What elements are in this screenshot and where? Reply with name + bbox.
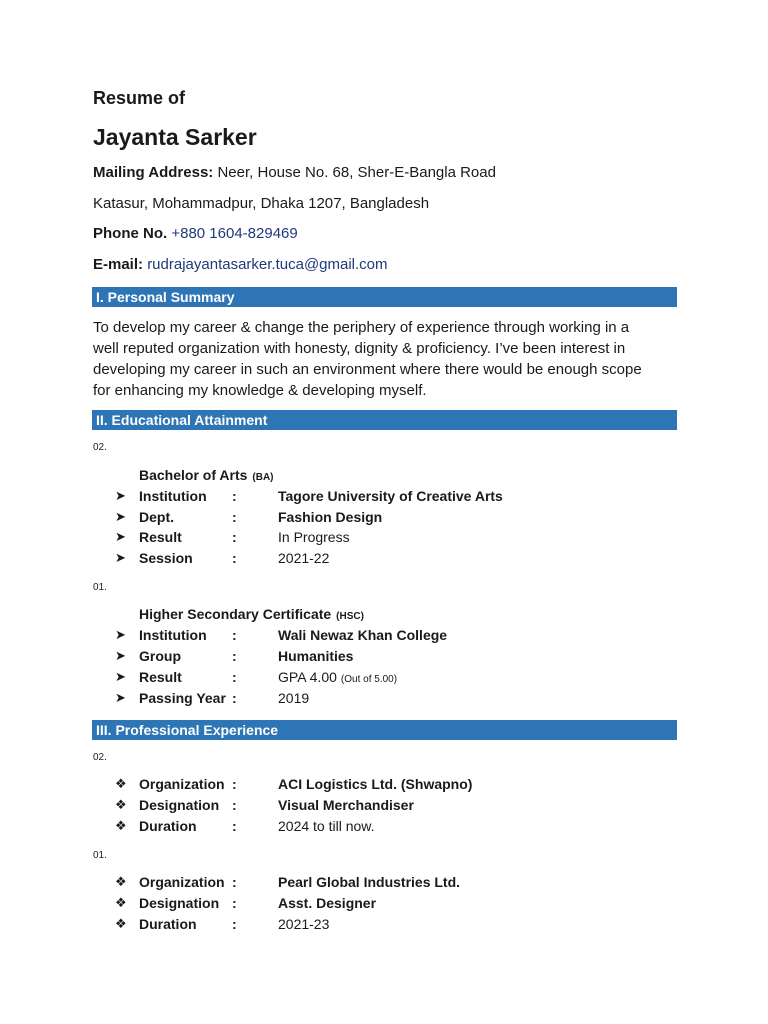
personal-summary-text bbox=[93, 317, 673, 401]
entry-number: 01. bbox=[93, 850, 107, 861]
detail-colon: : bbox=[232, 509, 237, 525]
degree-title bbox=[139, 467, 274, 483]
result-value: GPA 4.00 bbox=[278, 669, 337, 685]
detail-key: Designation bbox=[139, 895, 220, 911]
summary-line: for enhancing my knowledge & developing myself. bbox=[93, 382, 427, 399]
mailing-address-line1: Neer, House No. 68, Sher-E-Bangla Road bbox=[217, 164, 496, 181]
entry-number: 02. bbox=[93, 752, 107, 763]
detail-value: Pearl Global Industries Ltd. bbox=[278, 874, 461, 890]
detail-colon: : bbox=[232, 895, 237, 911]
detail-key: Dept. bbox=[139, 509, 174, 525]
entry-number: 01. bbox=[93, 582, 107, 593]
detail-colon: : bbox=[232, 648, 237, 664]
detail-value: Asst. Designer bbox=[278, 895, 377, 911]
detail-colon: : bbox=[232, 529, 237, 545]
summary-line: developing my career in such an environment where there would be enough scope bbox=[93, 361, 642, 378]
summary-line: To develop my career & change the periphery of experience through working in a bbox=[93, 319, 630, 336]
detail-colon: : bbox=[232, 669, 237, 685]
detail-key: Session bbox=[139, 550, 193, 566]
candidate-name: Jayanta Sarker bbox=[93, 124, 257, 150]
detail-key: Designation bbox=[139, 797, 220, 813]
degree-title bbox=[139, 606, 364, 622]
phone bbox=[93, 225, 298, 242]
detail-value: 2021-22 bbox=[278, 550, 330, 566]
detail-key: Institution bbox=[139, 488, 207, 504]
diamond-bullet-icon: ❖ bbox=[115, 895, 127, 910]
diamond-bullet-icon: ❖ bbox=[115, 797, 127, 812]
detail-value: 2019 bbox=[278, 690, 310, 706]
arrowhead-bullet-icon: ➤ bbox=[115, 529, 126, 544]
entry-number: 02. bbox=[93, 442, 107, 453]
detail-value: 2021-23 bbox=[278, 916, 330, 932]
summary-line: well reputed organization with honesty, dignity & proficiency. I’ve been interest in bbox=[93, 340, 626, 357]
detail-key: Organization bbox=[139, 874, 225, 890]
detail-value bbox=[278, 669, 397, 685]
arrowhead-bullet-icon: ➤ bbox=[115, 627, 126, 642]
detail-key: Duration bbox=[139, 916, 197, 932]
result-note: (Out of 5.00) bbox=[340, 674, 398, 685]
degree-abbreviation: (HSC) bbox=[336, 611, 364, 622]
detail-value: Visual Merchandiser bbox=[278, 797, 414, 813]
detail-value: 2024 to till now. bbox=[278, 818, 375, 834]
detail-colon: : bbox=[232, 797, 237, 813]
arrowhead-bullet-icon: ➤ bbox=[115, 669, 126, 684]
detail-key: Passing Year bbox=[139, 690, 226, 706]
detail-key: Organization bbox=[139, 776, 225, 792]
detail-key: Group bbox=[139, 648, 181, 664]
mailing-address bbox=[93, 164, 496, 181]
detail-colon: : bbox=[232, 488, 237, 504]
diamond-bullet-icon: ❖ bbox=[115, 874, 127, 889]
phone-label: Phone No. bbox=[93, 225, 168, 242]
detail-colon: : bbox=[232, 818, 237, 834]
arrowhead-bullet-icon: ➤ bbox=[115, 648, 126, 663]
detail-key: Result bbox=[139, 669, 182, 685]
arrowhead-bullet-icon: ➤ bbox=[115, 488, 126, 503]
detail-key: Result bbox=[139, 529, 182, 545]
detail-value: Wali Newaz Khan College bbox=[278, 627, 448, 643]
arrowhead-bullet-icon: ➤ bbox=[115, 509, 126, 524]
phone-number[interactable]: +880 1604-829469 bbox=[171, 225, 298, 242]
diamond-bullet-icon: ❖ bbox=[115, 916, 127, 931]
detail-value: Fashion Design bbox=[278, 509, 383, 525]
email-label: E-mail: bbox=[93, 256, 144, 273]
diamond-bullet-icon: ❖ bbox=[115, 818, 127, 833]
mailing-address-label: Mailing Address: bbox=[93, 164, 214, 181]
degree-name: Higher Secondary Certificate bbox=[139, 606, 332, 622]
resume-of-heading: Resume of bbox=[93, 88, 186, 108]
detail-colon: : bbox=[232, 874, 237, 890]
arrowhead-bullet-icon: ➤ bbox=[115, 550, 126, 565]
detail-value: Humanities bbox=[278, 648, 354, 664]
section-personal-summary: I. Personal Summary bbox=[92, 287, 677, 307]
detail-colon: : bbox=[232, 916, 237, 932]
detail-value: ACI Logistics Ltd. (Shwapno) bbox=[278, 776, 473, 792]
diamond-bullet-icon: ❖ bbox=[115, 776, 127, 791]
detail-colon: : bbox=[232, 627, 237, 643]
degree-name: Bachelor of Arts bbox=[139, 467, 248, 483]
detail-colon: : bbox=[232, 550, 237, 566]
arrowhead-bullet-icon: ➤ bbox=[115, 690, 126, 705]
detail-colon: : bbox=[232, 776, 237, 792]
email bbox=[93, 256, 388, 273]
detail-key: Institution bbox=[139, 627, 207, 643]
detail-value: In Progress bbox=[278, 529, 350, 545]
mailing-address-line2: Katasur, Mohammadpur, Dhaka 1207, Bangladesh bbox=[93, 195, 430, 212]
section-professional-experience: III. Professional Experience bbox=[92, 720, 677, 740]
detail-value: Tagore University of Creative Arts bbox=[278, 488, 503, 504]
detail-key: Duration bbox=[139, 818, 197, 834]
email-link[interactable]: rudrajayantasarker.tuca@gmail.com bbox=[147, 256, 388, 273]
detail-colon: : bbox=[232, 690, 237, 706]
section-educational-attainment: II. Educational Attainment bbox=[92, 410, 677, 430]
degree-abbreviation: (BA) bbox=[252, 472, 274, 483]
